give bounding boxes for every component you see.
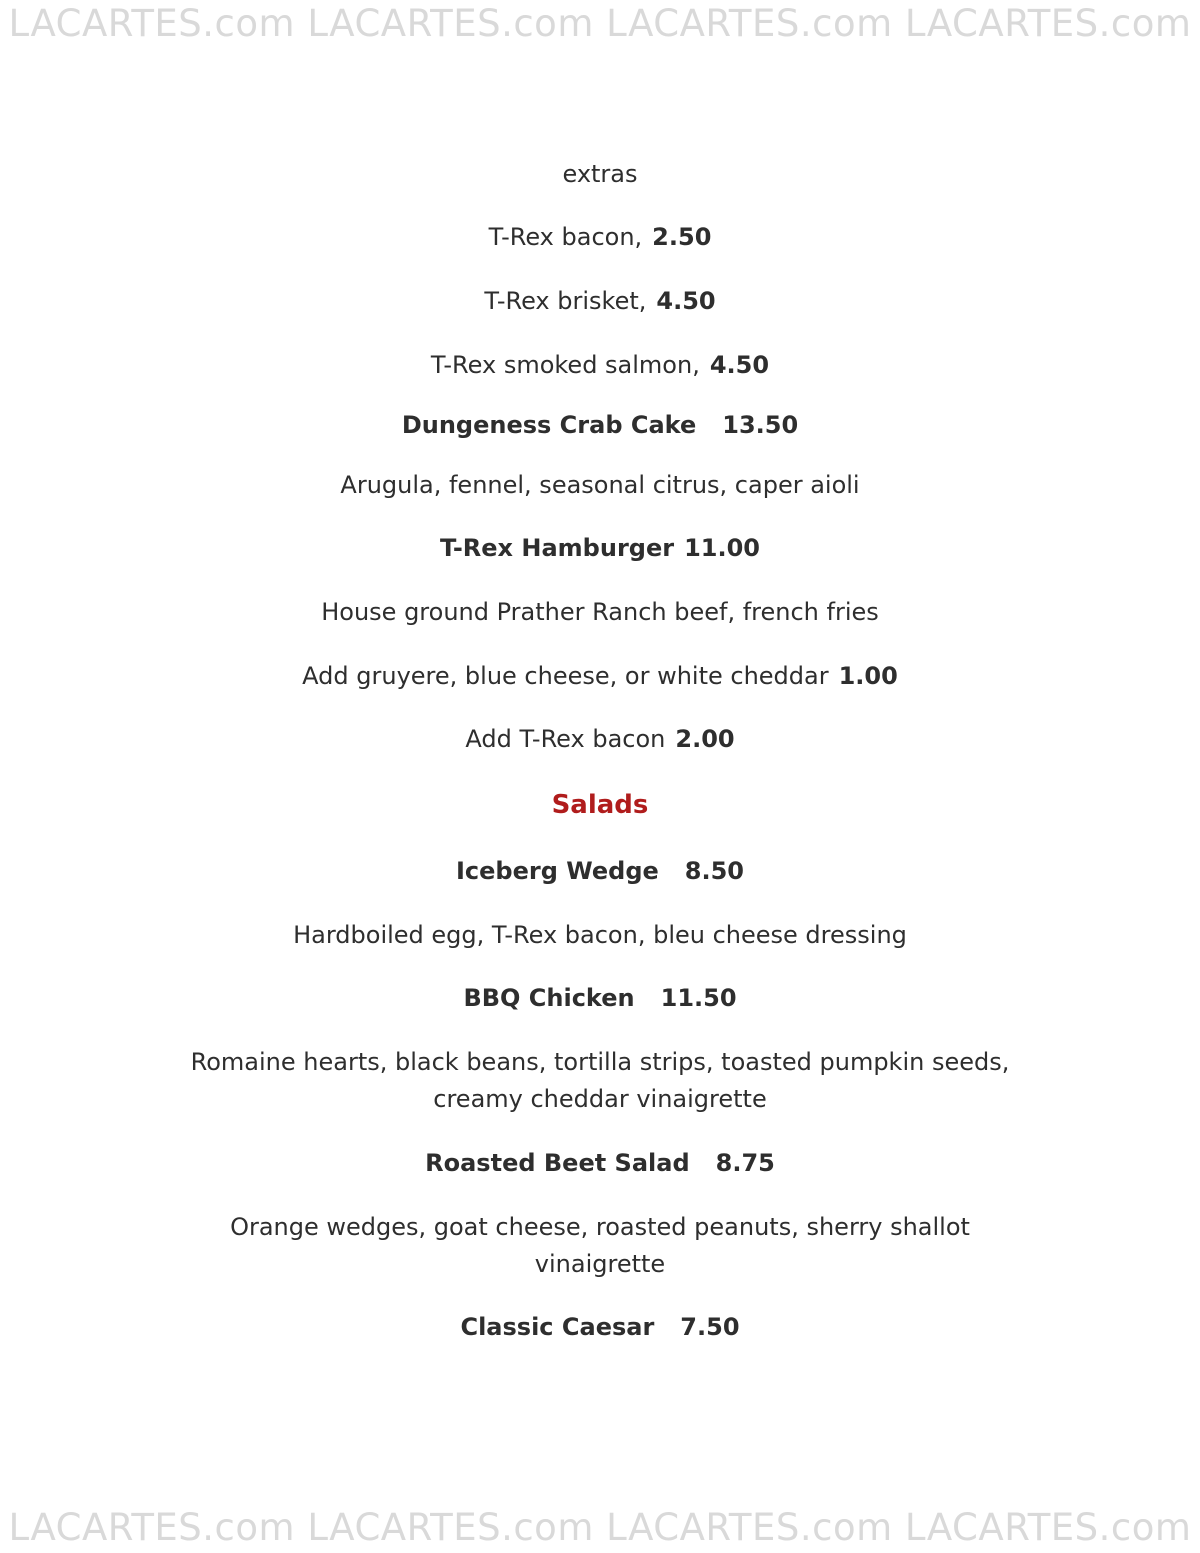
- extra-item-name: T-Rex brisket,: [484, 287, 647, 315]
- addon-bacon: [0, 725, 1200, 753]
- menu-item-name: Dungeness Crab Cake: [401, 411, 697, 439]
- menu-item-price: 11.00: [684, 534, 760, 562]
- menu-item-iceberg-wedge: [0, 857, 1200, 885]
- extra-item-name: T-Rex smoked salmon,: [430, 351, 700, 379]
- addon-price: 2.00: [675, 725, 735, 753]
- menu-item-price: 7.50: [680, 1313, 740, 1341]
- extra-item-bacon: [0, 223, 1200, 251]
- menu-item-name: Classic Caesar: [460, 1313, 655, 1341]
- menu-item-description: Orange wedges, goat cheese, roasted peanuts, sherry shallot: [230, 1213, 970, 1241]
- menu-item-bbq-chicken: [0, 984, 1200, 1012]
- menu-item-hamburger: [0, 534, 1200, 562]
- menu-item-roasted-beet-salad: [0, 1149, 1200, 1177]
- menu-item-description: vinaigrette: [534, 1250, 666, 1278]
- addon-text: Add T-Rex bacon: [465, 725, 666, 753]
- menu-item-description: Arugula, fennel, seasonal citrus, caper aioli: [340, 471, 860, 499]
- extra-item-price: 4.50: [656, 287, 716, 315]
- menu-item-price: 8.75: [715, 1149, 775, 1177]
- menu-item-crab-cake: [0, 411, 1200, 439]
- menu-item-description: Romaine hearts, black beans, tortilla strips, toasted pumpkin seeds,: [190, 1048, 1010, 1076]
- extra-item-price: 4.50: [709, 351, 770, 379]
- menu-item-price: 8.50: [684, 857, 744, 885]
- menu-item-name: T-Rex Hamburger: [439, 534, 675, 562]
- extra-item-name: T-Rex bacon,: [488, 223, 643, 251]
- menu-item-classic-caesar: [0, 1313, 1200, 1341]
- section-title-salads: Salads: [551, 790, 649, 820]
- extra-item-salmon: [0, 351, 1200, 379]
- extras-heading: extras: [562, 160, 638, 188]
- watermark-top: LACARTES.com LACARTES.com LACARTES.com LACARTES.com: [8, 2, 1192, 45]
- menu-item-name: BBQ Chicken: [463, 984, 635, 1012]
- addon-cheese: [0, 662, 1200, 690]
- menu-item-price: 13.50: [722, 411, 799, 439]
- menu-item-description: House ground Prather Ranch beef, french fries: [321, 598, 879, 626]
- menu-item-description: Hardboiled egg, T-Rex bacon, bleu cheese dressing: [293, 921, 907, 949]
- addon-text: Add gruyere, blue cheese, or white cheddar: [302, 662, 829, 690]
- menu-item-name: Roasted Beet Salad: [425, 1149, 690, 1177]
- menu-item-description: creamy cheddar vinaigrette: [433, 1085, 767, 1113]
- extra-item-brisket: [0, 287, 1200, 315]
- extra-item-price: 2.50: [652, 223, 712, 251]
- menu-item-name: Iceberg Wedge: [455, 857, 659, 885]
- watermark-bottom: LACARTES.com LACARTES.com LACARTES.com LACARTES.com: [8, 1506, 1192, 1549]
- menu-item-price: 11.50: [660, 984, 737, 1012]
- addon-price: 1.00: [838, 662, 898, 690]
